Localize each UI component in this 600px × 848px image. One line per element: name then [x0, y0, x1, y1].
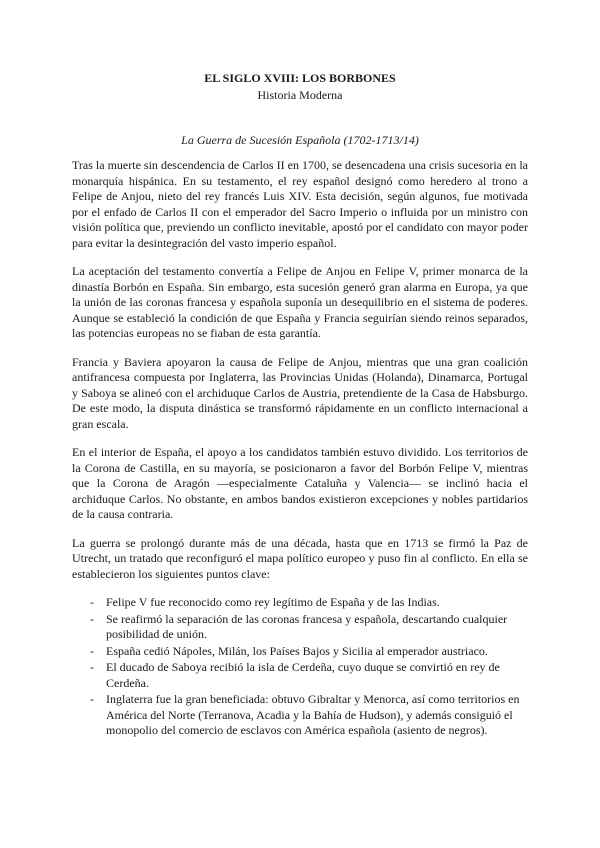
- list-item: [72, 612, 528, 643]
- paragraph: La aceptación del testamento convertía a Felipe de Anjou en Felipe V, primer monarca de la dinastía Borbón en España. Sin embargo, esta sucesión generó gran alarma en Europa, ya que la unión de las coronas francesa y española suponía un desequilibrio en el sistema de poderes. Aunque se estableció la condición de que España y Francia seguirían siendo reinos separados, las potencias europeas no se fiaban de esta garantía.: [72, 264, 528, 340]
- list-item: [72, 595, 528, 611]
- document-subtitle: Historia Moderna: [257, 88, 343, 102]
- list-item-text: El ducado de Saboya recibió la isla de Cerdeña, cuyo duque se convirtió en rey de Cerdeña.: [106, 660, 500, 690]
- list-item-text: Se reafirmó la separación de las coronas francesa y española, descartando cualquier posibilidad de unión.: [106, 611, 508, 641]
- paragraph: En el interior de España, el apoyo a los candidatos también estuvo dividido. Los territorios de la Corona de Castilla, en su mayoría, se posicionaron a favor del Borbón Felipe V, mientras que la Corona de Aragón —especialmente Cataluña y Valencia— se inclinó hacia el archiduque Carlos. No obstante, en ambos bandos existieron excepciones y nobles partidarios de la causa contraria.: [72, 445, 528, 521]
- list-item: [72, 692, 528, 739]
- paragraph: La guerra se prolongó durante más de una década, hasta que en 1713 se firmó la Paz de Utrecht, un tratado que reconfiguró el mapa político europeo y puso fin al conflicto. En ella se establecieron los siguientes puntos clave:: [72, 535, 528, 581]
- paragraph: Francia y Baviera apoyaron la causa de Felipe de Anjou, mientras que una gran coalición antifrancesa compuesta por Inglaterra, las Provincias Unidas (Holanda), Dinamarca, Portugal y Saboya se alineó con el archiduque Carlos de Austria, pretendiente de la Casa de Habsburgo. De este modo, la disputa dinástica se transformó rápidamente en un conflicto internacional a gran escala.: [72, 354, 528, 431]
- list-item-text: España cedió Nápoles, Milán, los Países Bajos y Sicilia al emperador austriaco.: [106, 643, 488, 658]
- section-heading: La Guerra de Sucesión Española (1702-1713/14): [181, 133, 419, 147]
- list-item-text: Felipe V fue reconocido como rey legítimo de España y de las Indias.: [106, 595, 440, 609]
- list-item: [72, 644, 528, 660]
- list-bullet: -: [90, 611, 94, 626]
- list-bullet: -: [90, 692, 94, 706]
- document-body: [72, 158, 528, 740]
- list-item: [72, 660, 528, 691]
- list-bullet: -: [90, 643, 94, 658]
- list-item-text: Inglaterra fue la gran beneficiada: obtuvo Gibraltar y Menorca, así como territorios en América del Norte (Terranova, Acadia y la Bahía de Hudson), y además consiguió el monopolio del comercio de esclavos con América española (asiento de negros).: [106, 692, 520, 737]
- paragraph: Tras la muerte sin descendencia de Carlos II en 1700, se desencadena una crisis sucesoria en la monarquía hispánica. En su testamento, el rey español designó como heredero al trono a Felipe de Anjou, nieto del rey francés Luis XIV. Esta decisión, según algunos, fue motivada por el enfado de Carlos II con el emperador del Sacro Imperio o influida por un ministro con visión política que, previendo un conflicto inevitable, apostó por el candidato con mayor poder para evitar la desintegración del vasto imperio español.: [72, 158, 528, 250]
- treaty-points-list: [72, 595, 528, 739]
- list-bullet: -: [90, 595, 94, 609]
- document-title: EL SIGLO XVIII: LOS BORBONES: [204, 71, 396, 85]
- list-bullet: -: [90, 660, 94, 674]
